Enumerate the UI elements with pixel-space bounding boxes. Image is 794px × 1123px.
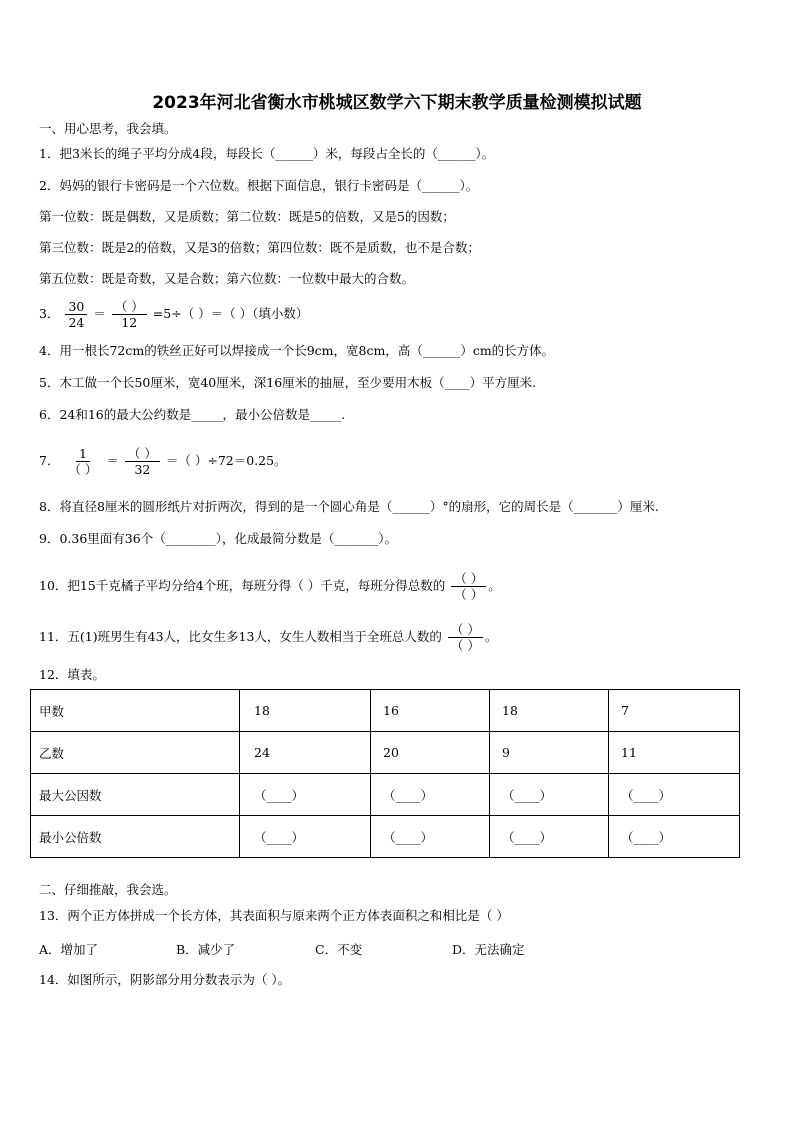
question-3-rest: =5÷（ ）＝（ ）（填小数） [152,306,309,321]
table-cell: （____） [490,774,609,816]
option-c: C．不变 [315,942,363,957]
question-11-fraction [448,622,483,653]
fraction-denominator: （ ） [68,462,98,477]
question-14: 14．如图所示，阴影部分用分数表示为（ ）。 [39,972,291,987]
question-3-fraction-1 [65,299,87,330]
table-cell: 16 [371,690,490,732]
table-cell: 18 [240,690,371,732]
table-cell: 24 [240,732,371,774]
fraction-numerator: （ ） [451,571,486,587]
table-cell: 18 [490,690,609,732]
question-10 [39,569,501,603]
table-cell: 最小公倍数 [31,816,240,858]
fraction-denominator: 24 [68,315,85,330]
table-row [31,774,740,816]
option-b: B．减少了 [176,942,236,957]
table-cell: （____） [240,816,371,858]
question-2-clue-2: 第三位数：既是2的倍数，又是3的倍数；第四位数：既不是质数，也不是合数； [39,240,480,255]
question-10-fraction [451,571,486,602]
question-10-text: 10．把15千克橘子平均分给4个班，每班分得（ ）千克，每班分得总数的 [39,578,446,593]
fraction-denominator: （ ） [454,587,484,602]
question-10-end: 。 [488,578,501,593]
question-2: 2．妈妈的银行卡密码是一个六位数。根据下面信息，银行卡密码是（______）。 [39,178,479,193]
fraction-numerator: （ ） [112,299,147,315]
table-cell: 9 [490,732,609,774]
question-3-number: 3． [39,306,60,321]
page-title: 2023年河北省衡水市桃城区数学六下期末教学质量检测模拟试题 [152,93,642,113]
question-8: 8．将直径8厘米的圆形纸片对折两次，得到的是一个圆心角是（______）°的扇形，它的周长是（_______）厘米. [39,499,659,514]
fraction-denominator: 12 [121,315,138,330]
table-cell: 甲数 [31,690,240,732]
question-9: 9．0.36里面有36个（________），化成最简分数是（_______）。 [39,531,397,546]
table-cell: 20 [371,732,490,774]
question-1: 1．把3米长的绳子平均分成4段，每段长（______）米，每段占全长的（______）。 [39,146,495,161]
table-cell: 乙数 [31,732,240,774]
table-cell: 11 [609,732,740,774]
table-cell: （____） [240,774,371,816]
fraction-denominator: （ ） [450,638,480,653]
option-d: D．无法确定 [452,942,525,957]
question-7-fraction-2 [125,446,160,477]
table-cell: （____） [371,774,490,816]
question-7-rest: ＝（ ）÷72＝0.25。 [165,453,287,468]
question-11 [39,620,497,654]
table-row [31,690,740,732]
question-11-text: 11．五(1)班男生有43人，比女生多13人，女生人数相当于全班总人数的 [39,629,442,644]
question-7 [39,444,287,478]
question-3-fraction-2 [112,299,147,330]
question-2-clue-3: 第五位数：既是奇数，又是合数；第六位数：一位数中最大的合数。 [39,271,415,286]
table-cell: （____） [609,816,740,858]
fraction-numerator: （ ） [125,446,160,462]
section-1-heading: 一、用心思考，我会填。 [39,121,177,136]
question-13: 13．两个正方体拼成一个长方体，其表面积与原来两个正方体表面积之和相比是（ ） [39,908,509,923]
table-cell: 最大公因数 [31,774,240,816]
table-cell: （____） [371,816,490,858]
question-2-clue-1: 第一位数：既是偶数，又是质数；第二位数：既是5的倍数，又是5的因数； [39,209,455,224]
question-7-fraction-1 [65,446,100,477]
question-3 [39,297,308,331]
fraction-numerator: 1 [76,446,90,462]
table-row [31,732,740,774]
fraction-numerator: 30 [65,299,87,315]
question-6: 6．24和16的最大公约数是_____，最小公倍数是_____. [39,407,346,422]
table-row [31,816,740,858]
equals-sign: ＝ [106,453,119,468]
table-cell: 7 [609,690,740,732]
question-11-end: 。 [484,629,498,644]
table-cell: （____） [609,774,740,816]
question-12: 12．填表。 [39,667,105,682]
fraction-numerator: （ ） [448,622,483,638]
question-4: 4．用一根长72cm的铁丝正好可以焊接成一个长9cm，宽8cm，高（______）cm的长方体。 [39,343,555,358]
fraction-denominator: 32 [134,462,151,477]
option-a: A．增加了 [39,942,99,957]
equals-sign: ＝ [93,306,106,321]
table-cell: （____） [490,816,609,858]
question-5: 5．木工做一个长50厘米，宽40厘米，深16厘米的抽屉，至少要用木板（____）平方厘米. [39,375,537,390]
question-7-number: 7． [39,453,60,468]
section-2-heading: 二、仔细推敲，我会选。 [39,882,177,897]
gcd-lcm-table [30,689,740,858]
